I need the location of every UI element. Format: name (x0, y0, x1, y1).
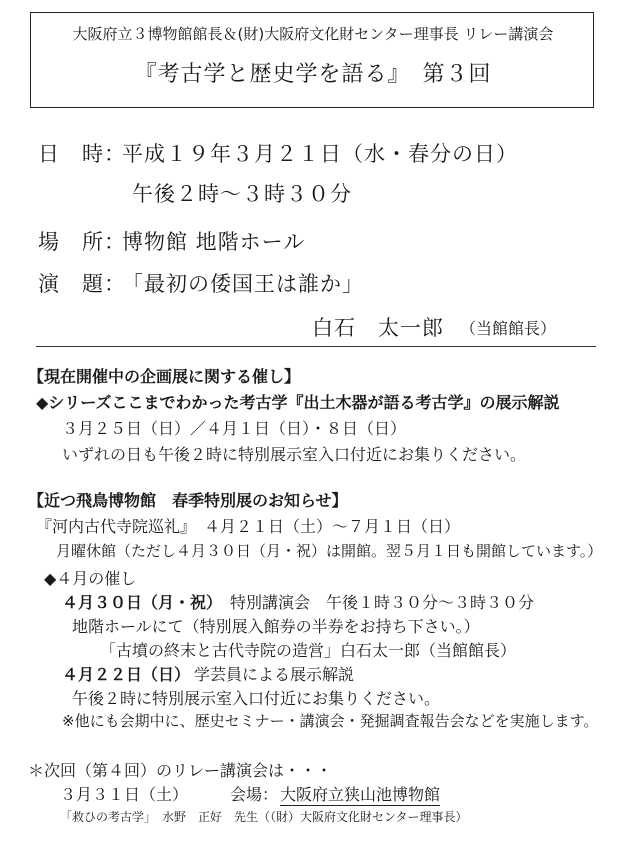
section2-exhibit: 『河内古代寺院巡礼』 ４月２１日（土）～７月１日（日） (36, 517, 461, 536)
separator-line (36, 346, 596, 347)
place-label: 場 所： (38, 230, 126, 254)
next-footer: 「救ひの考古学」 水野 正好 先生（（財）大阪府文化財センター理事長） (60, 810, 468, 824)
speaker-name: 白石 太一郎 (312, 316, 444, 340)
place-value: 博物館 地階ホール (122, 230, 306, 254)
section1-item: ◆シリーズここまでわかった考古学『出土木器が語る考古学』の展示解説 (36, 393, 560, 412)
header-title: 『考古学と歴史学を語る』 第３回 (134, 62, 492, 87)
lecture-place: 地階ホールにて（特別展入館券の半券をお持ち下さい。） (72, 617, 480, 636)
speaker-role: （当館館長） (460, 319, 557, 338)
date-value: 平成１９年３月２１日（水・春分の日） (122, 142, 518, 166)
section2-closed: 月曜休館（ただし４月３０日（月・祝）は開館。翌５月１日も開館しています。） (56, 542, 603, 560)
lecture-detail: 特別講演会 午後１時３０分～３時３０分 (230, 593, 535, 612)
topic-label: 演 題： (38, 272, 126, 296)
section2-other: ※他にも会期中に、歴史セミナー・講演会・発掘調査報告会などを実施します。 (62, 712, 599, 730)
next-venue-label: 会場： (230, 785, 279, 804)
topic-value: 「最初の倭国王は誰か」 (122, 272, 364, 296)
talk-date: ４月２２日（日） (62, 665, 191, 684)
section1-dates: ３月２５日（日）／４月１日（日）・８日（日） (62, 419, 407, 438)
section2-heading: 【近つ飛鳥博物館 春季特別展のお知らせ】 (28, 491, 348, 510)
talk-detail: 学芸員による展示解説 (194, 665, 355, 684)
april-heading: ◆４月の催し (44, 569, 137, 588)
time-value: 午後２時～３時３０分 (132, 182, 352, 206)
section1-note: いずれの日も午後２時に特別展示室入口付近にお集りください。 (62, 445, 527, 464)
section1-heading: 【現在開催中の企画展に関する催し】 (28, 367, 301, 386)
next-heading: ＊次回（第４回）のリレー講演会は・・・ (28, 761, 333, 780)
next-date: ３月３１日（土） (60, 785, 189, 804)
date-label: 日 時： (38, 142, 126, 166)
lecture-date: ４月３０日（月・祝） (62, 593, 223, 612)
lecture-title: 「古墳の終末と古代寺院の造営」白石太一郎（当館館長） (100, 641, 517, 660)
next-venue: 大阪府立狭山池博物館 (280, 782, 440, 806)
header-subtitle: 大阪府立３博物館館長＆(財)大阪府文化財センター理事長 リレー講演会 (72, 25, 554, 43)
header-box (30, 12, 594, 108)
talk-note: 午後２時に特別展示室入口付近にお集りください。 (72, 689, 441, 708)
